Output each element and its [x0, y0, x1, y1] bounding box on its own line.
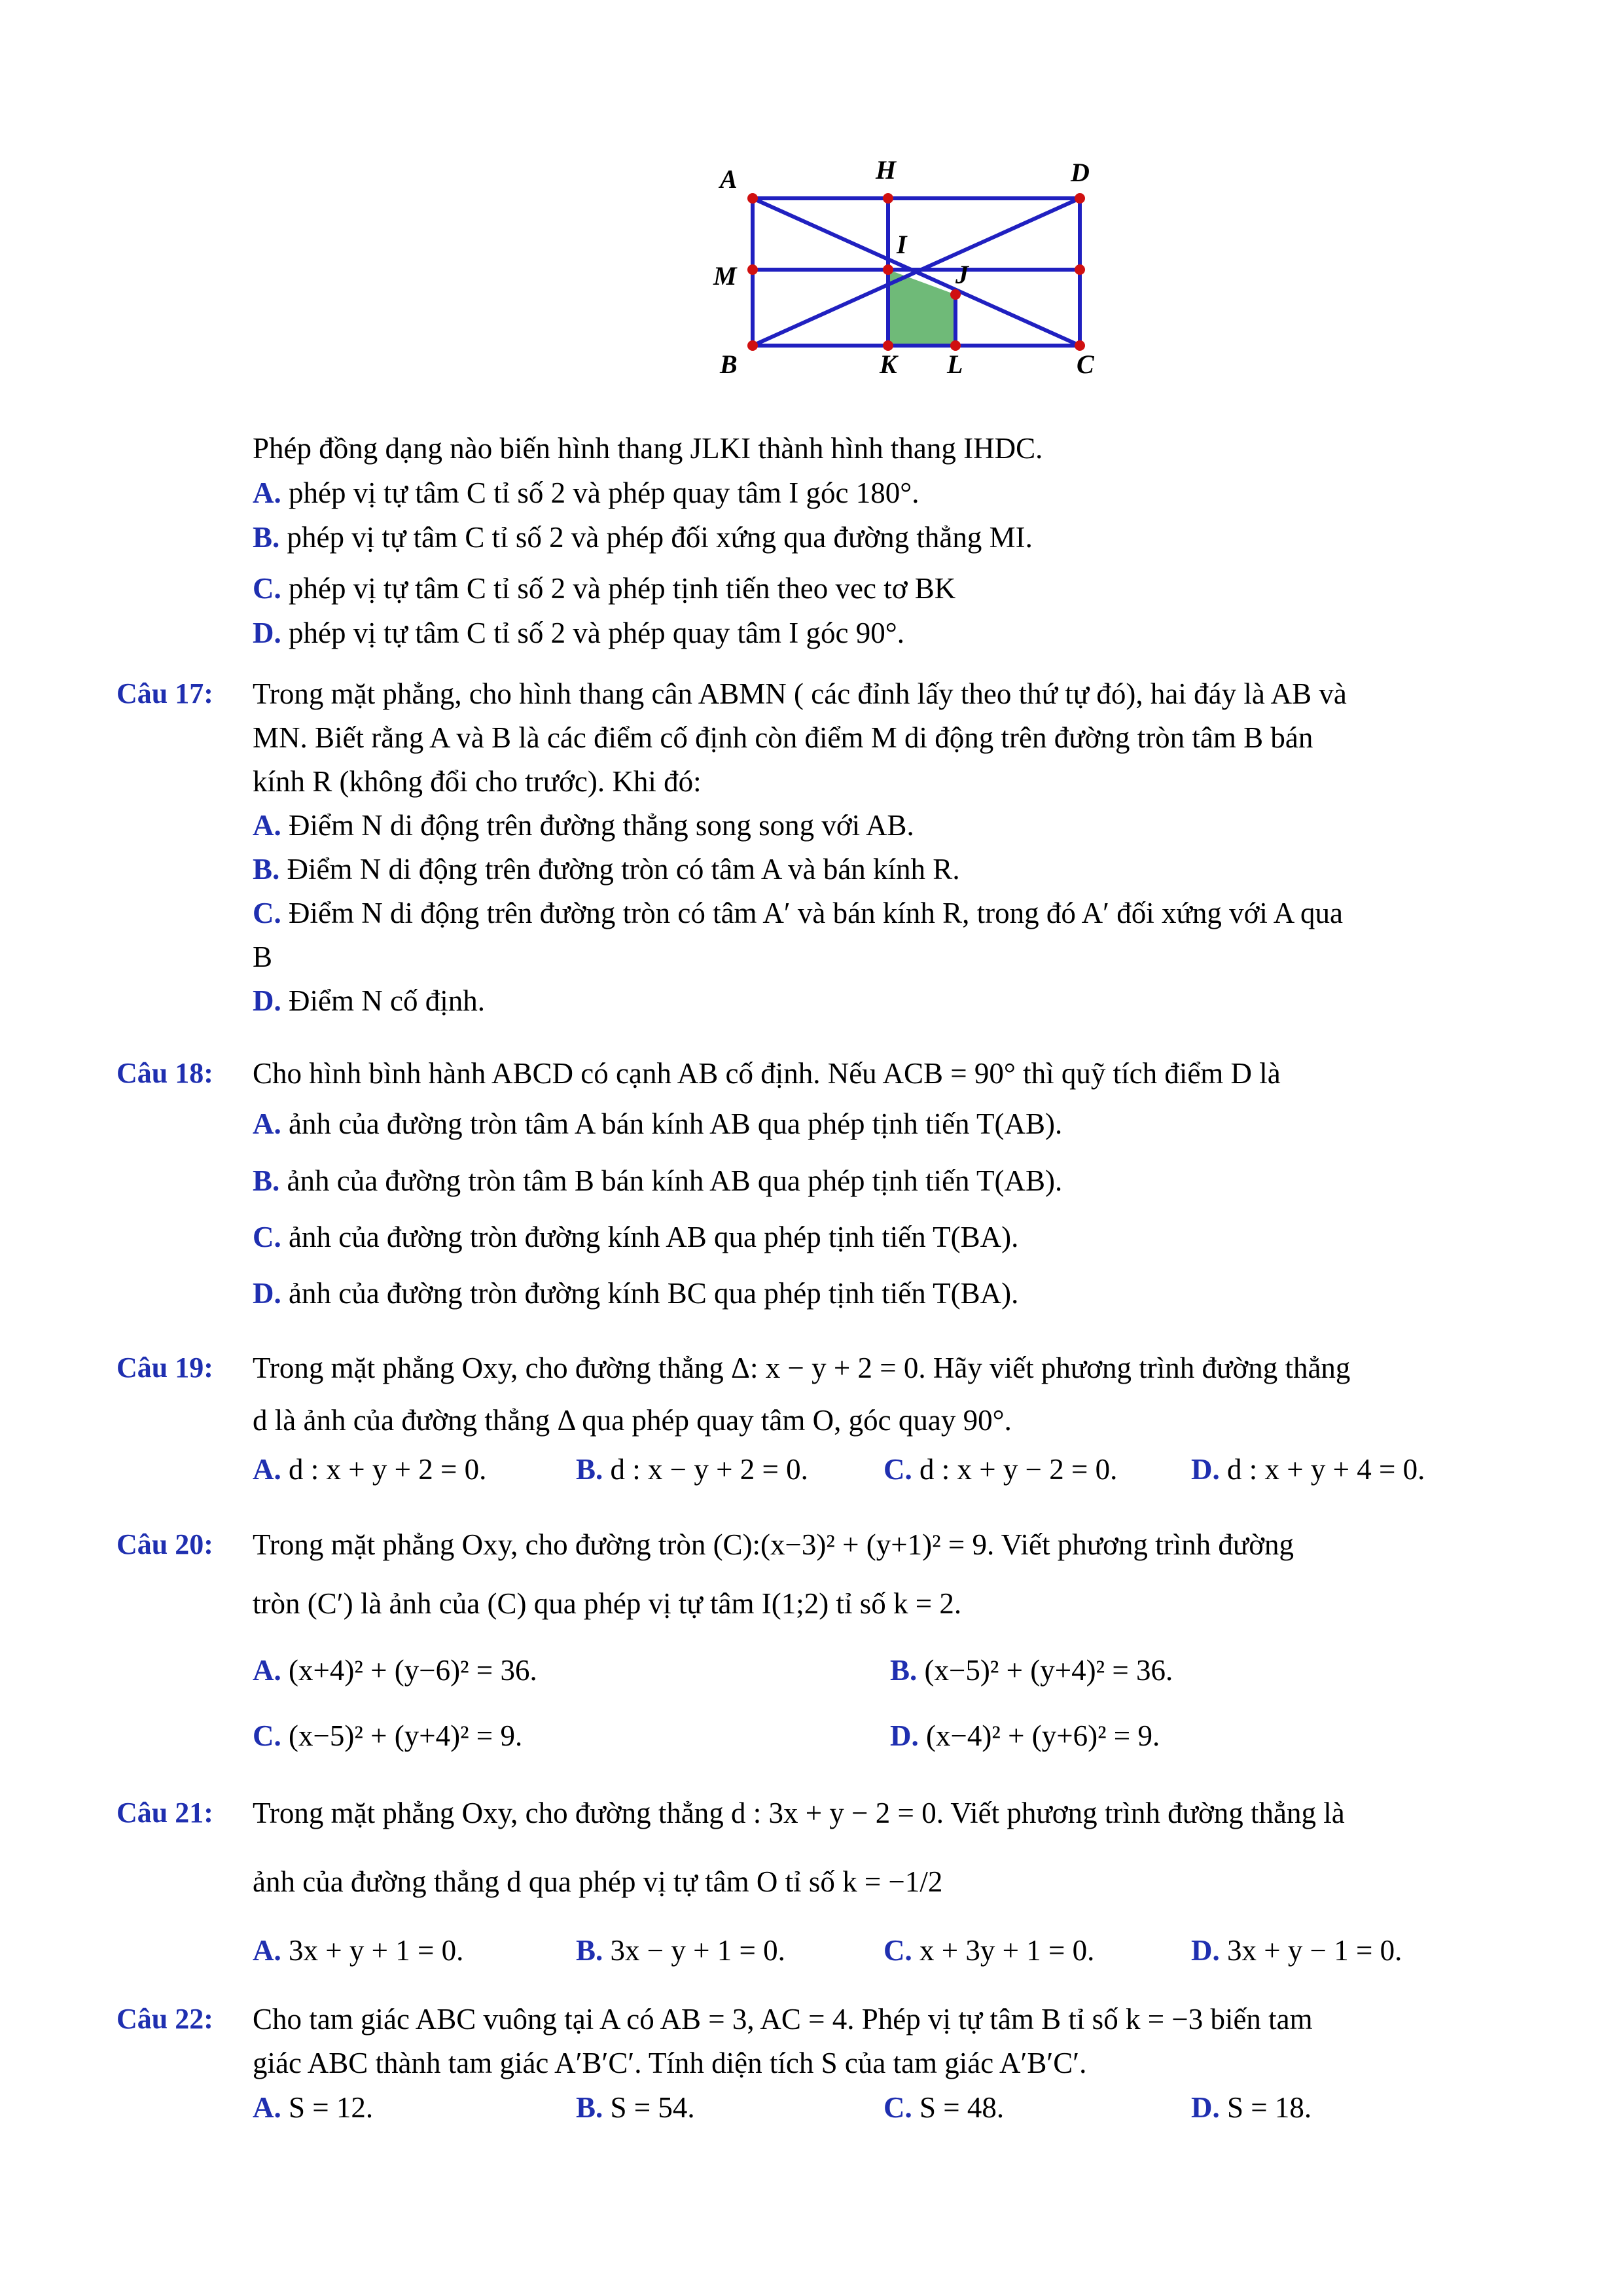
label-m: M	[713, 261, 737, 291]
q16-option-b: B. phép vị tự tâm C tỉ số 2 và phép đối xứng qua đường thẳng MI.	[253, 521, 1033, 554]
q22-option-a: A. S = 12.	[253, 2091, 374, 2124]
q18-stem: Cho hình bình hành ABCD có cạnh AB cố định. Nếu ACB = 90° thì quỹ tích điểm D là	[253, 1057, 1281, 1090]
label-i: I	[897, 230, 907, 259]
q21-line2: ảnh của đường thẳng d qua phép vị tự tâm O tỉ số k = −1/2	[253, 1865, 943, 1898]
q20-option-b: B. (x−5)² + (y+4)² = 36.	[890, 1654, 1173, 1687]
q21-option-b: B. 3x − y + 1 = 0.	[576, 1934, 785, 1967]
q21-label: Câu 21:	[116, 1797, 213, 1829]
q20-label: Câu 20:	[116, 1528, 213, 1560]
point-i2	[1075, 264, 1085, 275]
point-a	[747, 193, 758, 204]
q17-option-b: B. Điểm N di động trên đường tròn có tâm A và bán kính R.	[253, 853, 960, 886]
q17-option-d: D. Điểm N cố định.	[253, 984, 485, 1017]
q18-option-d: D. ảnh của đường tròn đường kính BC qua phép tịnh tiến T(BA).	[253, 1277, 1019, 1310]
rectangle-figure	[694, 147, 1094, 389]
q17-option-a: A. Điểm N di động trên đường thẳng song song với AB.	[253, 809, 914, 842]
point-j	[950, 289, 961, 300]
point-b	[747, 340, 758, 351]
q18-option-c: C. ảnh của đường tròn đường kính AB qua phép tịnh tiến T(BA).	[253, 1221, 1019, 1253]
q22-option-b: B. S = 54.	[576, 2091, 695, 2124]
q17-option-c-cont: B	[253, 941, 273, 973]
q17-line1: Trong mặt phẳng, cho hình thang cân ABMN ( các đỉnh lấy theo thứ tự đó), hai đáy là AB và	[253, 677, 1347, 710]
label-d: D	[1071, 158, 1090, 187]
q16-stem: Phép đồng dạng nào biến hình thang JLKI thành hình thang IHDC.	[253, 432, 1043, 465]
q19-option-b: B. d : x − y + 2 = 0.	[576, 1453, 808, 1486]
point-d	[1075, 193, 1085, 204]
q21-line1: Trong mặt phẳng Oxy, cho đường thẳng d : 3x + y − 2 = 0. Viết phương trình đường thẳng là	[253, 1797, 1345, 1829]
label-k: K	[880, 350, 897, 379]
point-h	[883, 193, 893, 204]
q19-label: Câu 19:	[116, 1352, 213, 1384]
q18-option-b: B. ảnh của đường tròn tâm B bán kính AB qua phép tịnh tiến T(AB).	[253, 1164, 1063, 1197]
q22-option-c: C. S = 48.	[883, 2091, 1005, 2124]
q17-line2: MN. Biết rằng A và B là các điểm cố định còn điểm M di động trên đường tròn tâm B bán	[253, 721, 1313, 754]
q20-line2: tròn (C′) là ảnh của (C) qua phép vị tự tâm I(1;2) tỉ số k = 2.	[253, 1587, 962, 1620]
q20-option-a: A. (x+4)² + (y−6)² = 36.	[253, 1654, 537, 1687]
q18-label: Câu 18:	[116, 1057, 213, 1089]
q19-option-a: A. d : x + y + 2 = 0.	[253, 1453, 487, 1486]
q20-option-d: D. (x−4)² + (y+6)² = 9.	[890, 1719, 1160, 1752]
q22-label: Câu 22:	[116, 2003, 213, 2035]
q20-line1: Trong mặt phẳng Oxy, cho đường tròn (C):(x−3)² + (y+1)² = 9. Viết phương trình đường	[253, 1528, 1294, 1561]
q21-option-d: D. 3x + y − 1 = 0.	[1191, 1934, 1402, 1967]
q22-line1: Cho tam giác ABC vuông tại A có AB = 3, AC = 4. Phép vị tự tâm B tỉ số k = −3 biến tam	[253, 2003, 1313, 2036]
q16-option-c: C. phép vị tự tâm C tỉ số 2 và phép tịnh tiến theo vec tơ BK	[253, 572, 956, 605]
q22-option-d: D. S = 18.	[1191, 2091, 1312, 2124]
label-a: A	[720, 164, 738, 194]
q19-line2: d là ảnh của đường thẳng Δ qua phép quay tâm O, góc quay 90°.	[253, 1404, 1012, 1437]
q17-label: Câu 17:	[116, 677, 213, 709]
label-j: J	[955, 260, 969, 289]
q16-option-d: D. phép vị tự tâm C tỉ số 2 và phép quay tâm I góc 90°.	[253, 617, 904, 649]
q17-option-c: C. Điểm N di động trên đường tròn có tâm A′ và bán kính R, trong đó A′ đối xứng với A qua	[253, 897, 1343, 929]
q21-option-c: C. x + 3y + 1 = 0.	[883, 1934, 1095, 1967]
q19-line1: Trong mặt phẳng Oxy, cho đường thẳng Δ: x − y + 2 = 0. Hãy viết phương trình đường thẳng	[253, 1352, 1351, 1384]
q17-line3: kính R (không đổi cho trước). Khi đó:	[253, 765, 702, 798]
label-c: C	[1077, 350, 1094, 379]
q19-option-d: D. d : x + y + 4 = 0.	[1191, 1453, 1425, 1486]
q19-option-c: C. d : x + y − 2 = 0.	[883, 1453, 1118, 1486]
q21-option-a: A. 3x + y + 1 = 0.	[253, 1934, 464, 1967]
label-b: B	[720, 350, 738, 379]
point-m	[747, 264, 758, 275]
q18-option-a: A. ảnh của đường tròn tâm A bán kính AB qua phép tịnh tiến T(AB).	[253, 1107, 1063, 1140]
label-h: H	[876, 155, 897, 185]
label-l: L	[947, 350, 963, 379]
q22-line2: giác ABC thành tam giác A′B′C′. Tính diện tích S của tam giác A′B′C′.	[253, 2047, 1087, 2079]
q20-option-c: C. (x−5)² + (y+4)² = 9.	[253, 1719, 523, 1752]
point-i	[883, 264, 893, 275]
q16-option-a: A. phép vị tự tâm C tỉ số 2 và phép quay tâm I góc 180°.	[253, 476, 919, 509]
